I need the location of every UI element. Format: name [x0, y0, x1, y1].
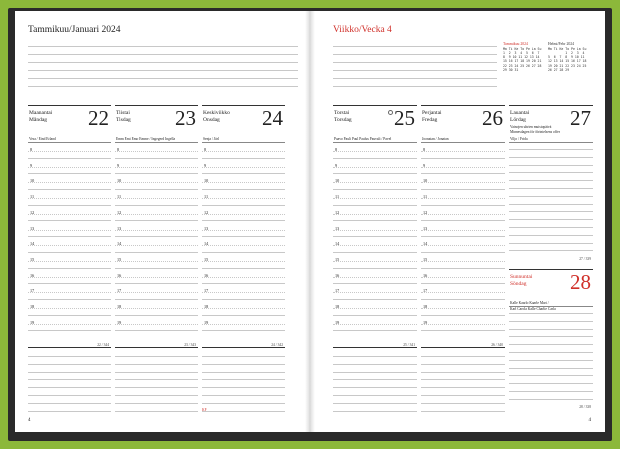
hour-slot[interactable] — [115, 300, 198, 316]
day-header — [333, 105, 417, 135]
nameday-text: Paavo Pauli Paul Paulus Pauvali / Pavel — [334, 137, 392, 141]
nameday-text: Viljo / Frida — [510, 137, 528, 141]
hour-slot[interactable] — [28, 284, 111, 300]
mini-cal-week-row: 19 20 21 22 23 24 25 — [548, 63, 587, 68]
hour-slot[interactable] — [202, 174, 285, 190]
day-number: 26 — [482, 106, 503, 130]
hour-slot[interactable] — [421, 206, 505, 222]
hour-label: 11 — [117, 194, 122, 200]
hour-slot[interactable] — [202, 222, 285, 238]
hour-label: 9 — [423, 162, 426, 168]
hour-slot[interactable] — [28, 237, 111, 253]
hour-label: 19 — [423, 319, 428, 325]
hour-label: 19 — [335, 319, 340, 325]
hour-slot[interactable] — [333, 269, 417, 285]
hour-slot[interactable] — [202, 316, 285, 332]
mini-cal-week-row: 5 6 7 8 9 10 11 — [548, 55, 585, 60]
hour-slot[interactable] — [421, 284, 505, 300]
hour-slot[interactable] — [202, 300, 285, 316]
hour-label: 18 — [204, 304, 209, 309]
day-of-year-count: 26 / 340 — [491, 343, 503, 347]
hour-label: 14 — [204, 241, 209, 247]
hour-label: 8 — [30, 147, 33, 152]
hour-slot[interactable] — [421, 253, 505, 269]
nameday-text: Senja / Järl — [203, 137, 219, 141]
hour-slot[interactable] — [202, 143, 285, 159]
day-header — [421, 105, 505, 135]
day-name: Tiistai Tisdag — [116, 110, 131, 123]
day-header — [28, 105, 111, 135]
hour-label: 15 — [335, 256, 340, 262]
day-column-25[interactable] — [333, 105, 417, 349]
hour-label: 17 — [335, 288, 340, 294]
hour-label: 10 — [423, 178, 428, 184]
mini-cal-week-row: 1 2 3 4 — [548, 50, 585, 55]
day-of-year-count: 28 / 338 — [579, 405, 591, 409]
day-column-27[interactable] — [509, 105, 593, 263]
day-number: 24 — [262, 106, 283, 130]
hour-slot[interactable] — [28, 253, 111, 269]
hour-slot[interactable] — [333, 316, 417, 332]
hour-slot[interactable] — [421, 300, 505, 316]
day-column-28[interactable] — [509, 269, 593, 411]
day-column-22[interactable] — [28, 105, 111, 349]
hour-label: 18 — [423, 304, 428, 309]
hour-slot[interactable] — [28, 269, 111, 285]
hour-slot[interactable] — [333, 237, 417, 253]
day-number: 22 — [88, 106, 109, 130]
day-name: Perjantai Fredag — [422, 110, 442, 123]
hour-label: 9 — [335, 162, 338, 168]
day-of-year-count: 27 / 339 — [579, 257, 591, 261]
holiday-note-sv: Minnesdagen för förintelsens offer — [510, 130, 560, 134]
day-number: 23 — [175, 106, 196, 130]
hour-slot[interactable] — [202, 284, 285, 300]
mini-cal-week-row: 12 13 14 15 16 17 18 — [548, 59, 587, 64]
notes-box-wednesday[interactable] — [202, 347, 285, 411]
notes-box-thursday[interactable] — [333, 347, 417, 411]
hour-label: 19 — [204, 319, 209, 325]
hour-label: 19 — [30, 319, 35, 325]
page-number-right: 4 — [588, 418, 591, 423]
hour-slot[interactable] — [333, 143, 417, 159]
hour-label: 8 — [335, 147, 338, 152]
hour-label: 14 — [117, 241, 122, 247]
hour-slot[interactable] — [421, 190, 505, 206]
mini-cal-month2-label: Helmi/Febr 2024 — [548, 42, 575, 46]
day-name: Keskiviikko Onsdag — [203, 110, 230, 123]
hour-label: 14 — [423, 241, 428, 247]
hour-label: 16 — [204, 272, 209, 278]
hour-label: 12 — [30, 209, 35, 215]
hour-slot[interactable] — [115, 269, 198, 285]
day-of-year-count: 25 / 341 — [403, 343, 415, 347]
day-header — [115, 105, 198, 135]
hour-slot[interactable] — [421, 237, 505, 253]
hour-slot[interactable] — [202, 269, 285, 285]
hour-slot[interactable] — [115, 159, 198, 175]
hour-label: 15 — [30, 256, 35, 262]
hour-label: 12 — [117, 209, 122, 215]
hour-label: 18 — [335, 304, 340, 309]
top-note-lines — [333, 40, 497, 92]
nameday-text: Joonatan / Jonatan — [422, 137, 449, 141]
hour-slot[interactable] — [202, 206, 285, 222]
hour-slot[interactable] — [28, 174, 111, 190]
hour-slot[interactable] — [28, 222, 111, 238]
hour-label: 16 — [335, 272, 340, 278]
hour-label: 15 — [423, 256, 428, 262]
right-page — [312, 11, 605, 432]
nameday-text: Vesa / Eind Erland — [29, 137, 56, 141]
hour-slot[interactable] — [115, 237, 198, 253]
hour-label: 8 — [117, 147, 120, 152]
hour-label: 8 — [204, 147, 207, 152]
holiday-note-fi: Vainojen uhrien muistopäivä — [510, 125, 552, 129]
notes-box-monday[interactable] — [28, 347, 111, 411]
hour-slot[interactable] — [202, 237, 285, 253]
hour-slot[interactable] — [28, 316, 111, 332]
mini-cal-month1-label: Tammikuu 2024 — [503, 42, 528, 46]
day-number: 27 — [570, 106, 591, 130]
week-title: Viikko/Vecka 4 — [333, 25, 392, 35]
day-name: Lauantai Lördag — [510, 110, 530, 123]
hour-label: 16 — [117, 272, 122, 278]
hour-label: 11 — [30, 194, 35, 200]
day-of-year-count: 24 / 342 — [271, 343, 283, 347]
hour-label: 15 — [117, 256, 122, 262]
hour-label: 18 — [117, 304, 122, 309]
page-gutter — [305, 11, 315, 432]
mini-calendar-february — [548, 42, 586, 72]
notes-box-tuesday[interactable] — [115, 347, 198, 411]
day-of-year-count: 22 / 344 — [97, 343, 109, 347]
hour-label: 16 — [423, 272, 428, 278]
day-number: 25 — [394, 106, 415, 130]
hour-slot[interactable] — [421, 316, 505, 332]
hour-label: 12 — [335, 209, 340, 215]
hour-label: 12 — [423, 209, 428, 215]
full-moon-icon — [388, 110, 393, 115]
hour-label: 17 — [423, 288, 428, 294]
hour-slot[interactable] — [333, 159, 417, 175]
hour-slot[interactable] — [421, 222, 505, 238]
hour-label: 18 — [30, 304, 35, 309]
day-name: Maanantai Måndag — [29, 110, 53, 123]
hour-label: 14 — [335, 241, 340, 247]
mini-cal-week-row: 15 16 17 18 19 20 21 — [503, 59, 542, 64]
hour-label: 10 — [30, 178, 35, 184]
red-note: KF — [202, 408, 207, 412]
hour-label: 17 — [204, 288, 209, 294]
hour-label: 9 — [30, 162, 33, 168]
hour-slot[interactable] — [421, 143, 505, 159]
hour-slot[interactable] — [115, 143, 198, 159]
hour-slot[interactable] — [115, 284, 198, 300]
day-name: Sunnuntai Söndag — [510, 274, 533, 287]
mini-cal-week-row: 22 23 24 25 26 27 28 — [503, 63, 542, 68]
top-note-lines — [28, 40, 298, 92]
day-header — [202, 105, 285, 135]
hour-label: 13 — [335, 225, 340, 231]
hour-label: 9 — [204, 162, 207, 168]
hour-label: 13 — [117, 225, 122, 231]
hour-label: 9 — [117, 162, 120, 168]
notes-box-friday[interactable] — [421, 347, 505, 411]
hour-label: 16 — [30, 272, 35, 278]
hour-slot[interactable] — [115, 316, 198, 332]
hour-slot[interactable] — [333, 190, 417, 206]
hour-label: 11 — [335, 194, 340, 200]
hour-label: 11 — [204, 194, 209, 200]
hour-slot[interactable] — [202, 190, 285, 206]
hour-slot[interactable] — [333, 222, 417, 238]
mini-cal-week-row: 29 30 31 — [503, 68, 519, 73]
hour-slot[interactable] — [28, 143, 111, 159]
hour-label: 11 — [423, 194, 428, 200]
hour-label: 15 — [204, 256, 209, 262]
hour-slot[interactable] — [115, 253, 198, 269]
nameday-text: Kalle Kaarlo Kaarle Mari / — [510, 301, 549, 305]
hour-label: 19 — [117, 319, 122, 325]
hour-label: 12 — [204, 209, 209, 215]
hour-label: 17 — [117, 288, 122, 294]
hour-label: 13 — [423, 225, 428, 231]
hour-slot[interactable] — [333, 253, 417, 269]
hour-slot[interactable] — [333, 174, 417, 190]
hour-slot[interactable] — [28, 300, 111, 316]
hour-label: 13 — [204, 225, 209, 231]
day-column-23[interactable] — [115, 105, 198, 349]
hour-label: 14 — [30, 241, 35, 247]
hour-label: 13 — [30, 225, 35, 231]
hour-slot[interactable] — [421, 174, 505, 190]
hour-slot[interactable] — [333, 300, 417, 316]
hour-label: 10 — [117, 178, 122, 184]
hour-label: 10 — [204, 178, 209, 184]
hour-slot[interactable] — [421, 269, 505, 285]
hour-slot[interactable] — [202, 159, 285, 175]
day-column-24[interactable] — [202, 105, 285, 349]
hour-slot[interactable] — [28, 159, 111, 175]
mini-cal-header: Ma Ti Ke To Pe La Su — [503, 46, 542, 51]
left-page — [15, 11, 308, 432]
nameday-text-2: Karl Carola Kalle Charlie Carla — [510, 307, 556, 311]
day-number: 28 — [570, 270, 591, 294]
hour-slot[interactable] — [115, 190, 198, 206]
day-name: Torstai Torsdag — [334, 110, 352, 123]
month-title: Tammikuu/Januari 2024 — [28, 25, 121, 35]
day-column-26[interactable] — [421, 105, 505, 349]
hour-label: 17 — [30, 288, 35, 294]
hour-slot[interactable] — [115, 222, 198, 238]
hour-slot[interactable] — [421, 159, 505, 175]
hour-slot[interactable] — [115, 206, 198, 222]
hour-slot[interactable] — [115, 174, 198, 190]
hour-slot[interactable] — [333, 206, 417, 222]
day-header — [509, 269, 593, 299]
mini-cal-week-row: 1 2 3 4 5 6 7 — [503, 50, 540, 55]
nameday-text: Emm Emi Emo Emme / Ingegerd Ingella — [116, 137, 176, 141]
page-number-left: 4 — [28, 418, 31, 423]
hour-slot[interactable] — [333, 284, 417, 300]
day-of-year-count: 23 / 343 — [184, 343, 196, 347]
mini-cal-week-row: 8 9 10 11 12 13 14 — [503, 55, 540, 60]
hour-label: 10 — [335, 178, 340, 184]
hour-slot[interactable] — [28, 206, 111, 222]
hour-label: 8 — [423, 147, 426, 152]
mini-cal-header: Ma Ti Ke To Pe La Su — [548, 46, 587, 51]
mini-calendar-january — [503, 42, 541, 72]
mini-cal-week-row: 26 27 28 29 — [548, 68, 570, 73]
hour-slot[interactable] — [202, 253, 285, 269]
hour-slot[interactable] — [28, 190, 111, 206]
